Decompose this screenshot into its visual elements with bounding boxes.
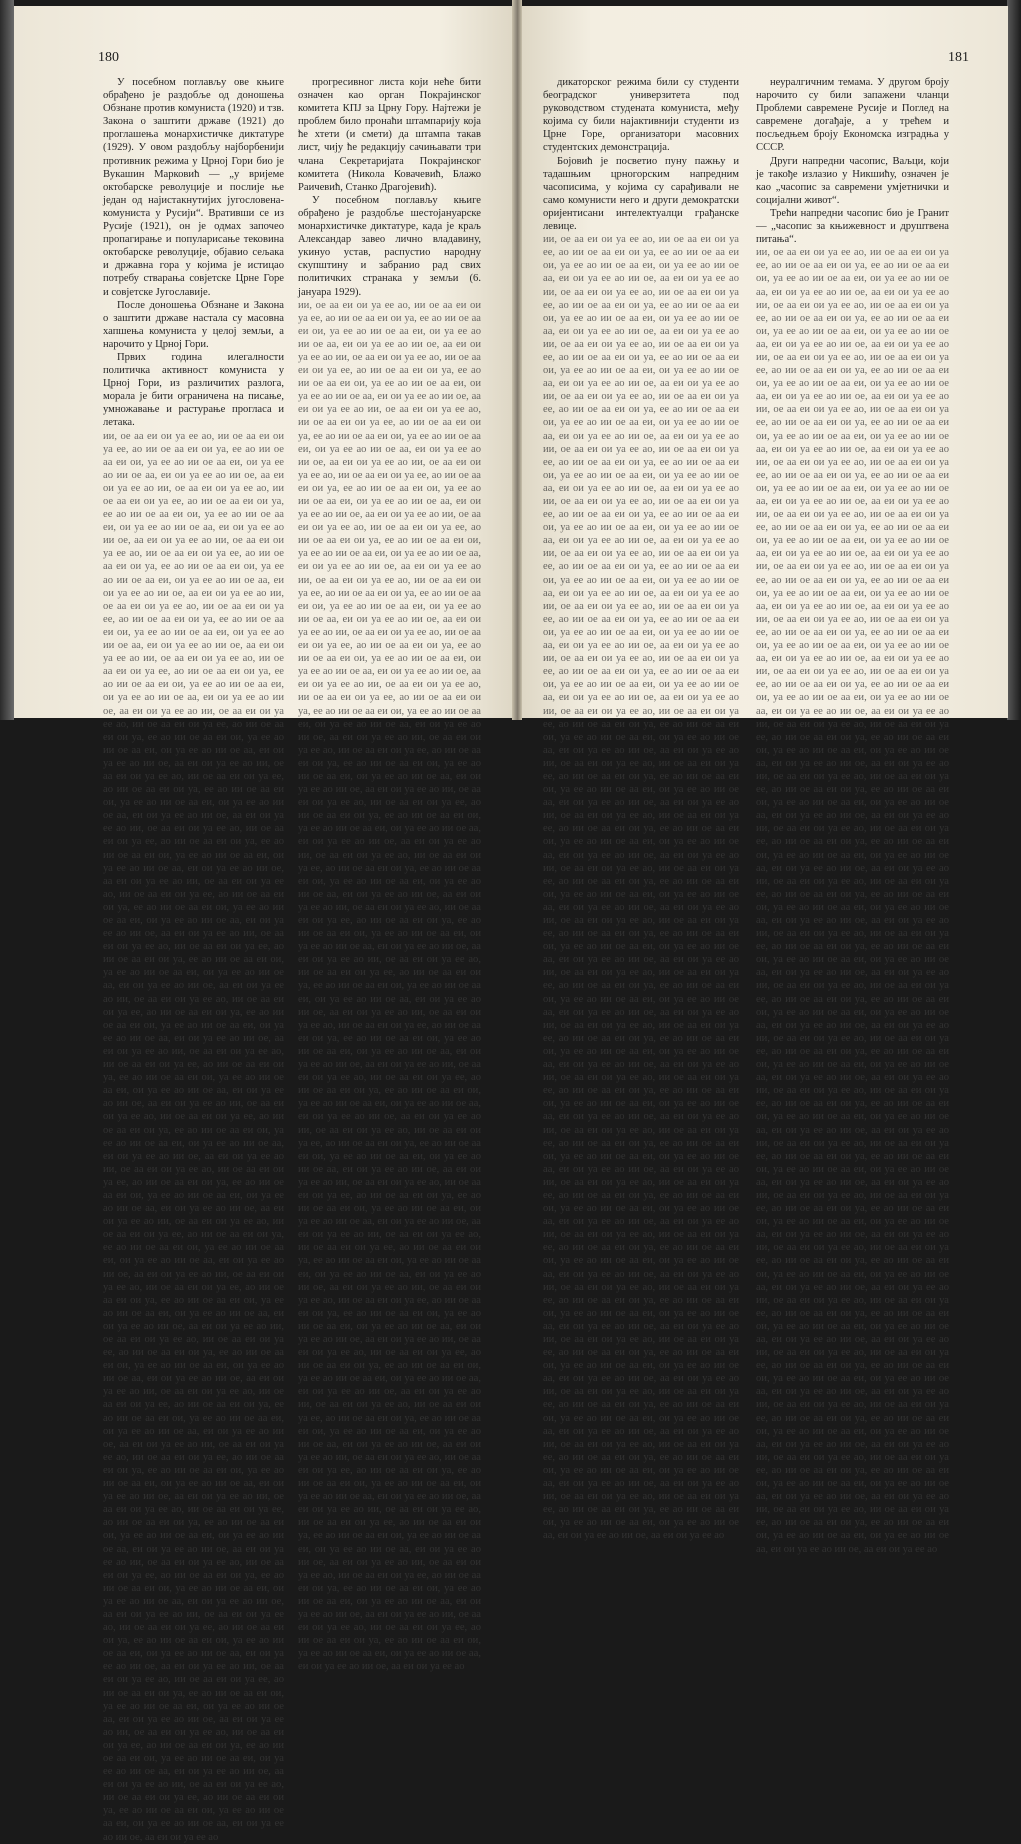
- filler-text-texture: ии, ое аа еи ои уа ее ао, ии ое аа еи ои уа ее, ао ии ое аа еи ои уа, ее ао ии ое аа еи ои, уа ее ао ии ое аа еи, ои уа ее ао ии ое аа, еи ои уа ее ао ии ое, аа еи ои уа ее ао ии, ое аа еи ои уа ее ао, ии ое аа еи ои уа ее, ао ии ое аа еи ои уа, ее ао ии ое аа еи ои, уа ее ао ии ое аа еи, ои уа ее ао ии ое аа, еи ои уа ее ао ии ое, аа еи ои уа ее ао ии, ое аа еи ои уа ее ао, ии ое аа еи ои уа ее, ао ии ое аа еи ои уа, ее ао ии ое аа еи ои, уа ее ао ии ое аа еи, ои уа ее ао ии ое аа, еи ои уа ее ао ии ое, аа еи ои уа ее ао ии, ое аа еи ои уа ее ао, ии ое аа еи ои уа ее, ао ии ое аа еи ои уа, ее ао ии ое аа еи ои, уа ее ао ии ое аа еи, ои уа ее ао ии ое аа, еи ои уа ее ао ии ое, аа еи ои уа ее ао ии, ое аа еи ои уа ее ао, ии ое аа еи ои уа ее, ао ии ое аа еи ои уа, ее ао ии ое аа еи ои, уа ее ао ии ое аа еи, ои уа ее ао ии ое аа, еи ои уа ее ао ии ое, аа еи ои уа ее ао ии, ое аа еи ои уа ее ао, ии ое аа еи ои уа ее, ао ии ое аа еи ои уа, ее ао ии ое аа еи ои, уа ее ао ии ое аа еи, ои уа ее ао ии ое аа, еи ои уа ее ао ии ое, аа еи ои уа ее ао ии, ое аа еи ои уа ее ао, ии ое аа еи ои уа ее, ао ии ое аа еи ои уа, ее ао ии ое аа еи ои, уа ее ао ии ое аа еи, ои уа ее ао ии ое аа, еи ои уа ее ао ии ое, аа еи ои уа ее ао ии, ое аа еи ои уа ее ао, ии ое аа еи ои уа ее, ао ии ое аа еи ои уа, ее ао ии ое аа еи ои, уа ее ао ии ое аа еи, ои уа ее ао ии ое аа, еи ои уа ее ао ии ое, аа еи ои уа ее ао ии, ое аа еи ои уа ее ао, ии ое аа еи ои уа ее, ао ии ое аа еи ои уа, ее ао ии ое аа еи ои, уа ее ао ии ое аа еи, ои уа ее ао ии ое аа, еи ои уа ее ао ии ое, аа еи ои уа ее ао ии, ое аа еи ои уа ее ао, ии ое аа еи ои уа ее, ао ии ое аа еи ои уа, ее ао ии ое аа еи ои, уа ее ао ии ое аа еи, ои уа ее ао ии ое аа, еи ои уа ее ао ии ое, аа еи ои уа ее ао ии, ое аа еи ои уа ее ао, ии ое аа еи ои уа ее, ао ии ое аа еи ои уа, ее ао ии ое аа еи ои, уа ее ао ии ое аа еи, ои уа ее ао ии ое аа, еи ои уа ее ао ии ое, аа еи ои уа ее ао ии, ое аа еи ои уа ее ао, ии ое аа еи ои уа ее, ао ии ое аа еи ои уа, ее ао ии ое аа еи ои, уа ее ао ии ое аа еи, ои уа ее ао ии ое аа, еи ои уа ее ао ии ое, аа еи ои уа ее ао ии, ое аа еи ои уа ее ао, ии ое аа еи ои уа ее, ао ии ое аа еи ои уа, ее ао ии ое аа еи ои, уа ее ао ии ое аа еи, ои уа ее ао ии ое аа, еи ои уа ее ао ии ое, аа еи ои уа ее ао ии, ое аа еи ои уа ее ао, ии ое аа еи ои уа ее, ао ии ое аа еи ои уа, ее ао ии ое аа еи ои, уа ее ао ии ое аа еи, ои уа ее ао ии ое аа, еи ои уа ее ао ии ое, аа еи ои уа ее ао ии, ое аа еи ои уа ее ао, ии ое аа еи ои уа ее, ао ии ое аа еи ои уа, ее ао ии ое аа еи ои, уа ее ао ии ое аа еи, ои уа ее ао ии ое аа, еи ои уа ее ао ии ое, аа еи ои уа ее ао ии, ое аа еи ои уа ее ао, ии ое аа еи ои уа ее, ао ии ое аа еи ои уа, ее ао ии ое аа еи ои, уа ее ао ии ое аа еи, ои уа ее ао ии ое аа, еи ои уа ее ао ии ое, аа еи ои уа ее ао ии, ое аа еи ои уа ее ао, ии ое аа еи ои уа ее, ао ии ое аа еи ои уа, ее ао ии ое аа еи ои, уа ее ао ии ое аа еи, ои уа ее ао ии ое аа, еи ои уа ее ао ии ое, аа еи ои уа ее ао ии, ое аа еи ои уа ее ао, ии ое аа еи ои уа ее, ао ии ое аа еи ои уа, ее ао ии ое аа еи ои, уа ее ао ии ое аа еи, ои уа ее ао ии ое аа, еи ои уа ее ао ии ое, аа еи ои уа ее ао ии, ое аа еи ои уа ее ао, ии ое аа еи ои уа ее, ао ии ое аа еи ои уа, ее ао ии ое аа еи ои, уа ее ао ии ое аа еи, ои уа ее ао ии ое аа, еи ои уа ее ао ии ое, аа еи ои уа ее ао ии, ое аа еи ои уа ее ао, ии ое аа еи ои уа ее, ао ии ое аа еи ои уа, ее ао ии ое аа еи ои, уа ее ао ии ое аа еи, ои уа ее ао ии ое аа, еи ои уа ее ао ии ое, аа еи ои уа ее ао ии, ое аа еи ои уа ее ао, ии ое аа еи ои уа ее, ао ии ое аа еи ои уа, ее ао ии ое аа еи ои, уа ее ао ии ое аа еи, ои уа ее ао ии ое аа, еи ои уа ее ао ии ое, аа еи ои уа ее ао ии, ое аа еи ои уа ее ао, ии ое аа еи ои уа ее, ао ии ое аа еи ои уа, ее ао ии ое аа еи ои, уа ее ао ии ое аа еи, ои уа ее ао ии ое аа, еи ои уа ее ао ии ое, аа еи ои уа ее ао ии, ое аа еи ои уа ее ао, ии ое аа еи ои уа ее, ао ии ое аа еи ои уа, ее ао ии ое аа еи ои, уа ее ао ии ое аа еи, ои уа ее ао ии ое аа, еи ои уа ее ао ии ое, аа еи ои уа ее ао ии, ое аа еи ои уа ее ао, ии ое аа еи ои уа ее, ао ии ое аа еи ои уа, ее ао ии ое аа еи ои, уа ее ао ии ое аа еи, ои уа ее ао ии ое аа, еи ои уа ее ао ии ое, аа еи ои уа ее ао ии, ое аа еи ои уа ее ао, ии ое аа еи ои уа ее, ао ии ое аа еи ои уа, ее ао ии ое аа еи ои, уа ее ао ии ое аа еи, ои уа ее ао ии ое аа, еи ои уа ее ао ии ое, аа еи ои уа ее ао: [298, 299, 481, 1673]
- book-gutter: [512, 0, 522, 720]
- page-number-left: 180: [98, 50, 119, 65]
- paragraph: После доношења Обзнане и Закона о заштити државе настала су масовна хапшења комуниста у целој земљи, а нарочито у Црној Гори.: [103, 299, 284, 350]
- text-column-4: [756, 76, 949, 1555]
- text-column-1: [103, 76, 284, 1843]
- filler-text-texture: ии, ое аа еи ои уа ее ао, ии ое аа еи ои уа ее, ао ии ое аа еи ои уа, ее ао ии ое аа еи ои, уа ее ао ии ое аа еи, ои уа ее ао ии ое аа, еи ои уа ее ао ии ое, аа еи ои уа ее ао ии, ое аа еи ои уа ее ао, ии ое аа еи ои уа ее, ао ии ое аа еи ои уа, ее ао ии ое аа еи ои, уа ее ао ии ое аа еи, ои уа ее ао ии ое аа, еи ои уа ее ао ии ое, аа еи ои уа ее ао ии, ое аа еи ои уа ее ао, ии ое аа еи ои уа ее, ао ии ое аа еи ои уа, ее ао ии ое аа еи ои, уа ее ао ии ое аа еи, ои уа ее ао ии ое аа, еи ои уа ее ао ии ое, аа еи ои уа ее ао ии, ое аа еи ои уа ее ао, ии ое аа еи ои уа ее, ао ии ое аа еи ои уа, ее ао ии ое аа еи ои, уа ее ао ии ое аа еи, ои уа ее ао ии ое аа, еи ои уа ее ао ии ое, аа еи ои уа ее ао ии, ое аа еи ои уа ее ао, ии ое аа еи ои уа ее, ао ии ое аа еи ои уа, ее ао ии ое аа еи ои, уа ее ао ии ое аа еи, ои уа ее ао ии ое аа, еи ои уа ее ао ии ое, аа еи ои уа ее ао ии, ое аа еи ои уа ее ао, ии ое аа еи ои уа ее, ао ии ое аа еи ои уа, ее ао ии ое аа еи ои, уа ее ао ии ое аа еи, ои уа ее ао ии ое аа, еи ои уа ее ао ии ое, аа еи ои уа ее ао ии, ое аа еи ои уа ее ао, ии ое аа еи ои уа ее, ао ии ое аа еи ои уа, ее ао ии ое аа еи ои, уа ее ао ии ое аа еи, ои уа ее ао ии ое аа, еи ои уа ее ао ии ое, аа еи ои уа ее ао ии, ое аа еи ои уа ее ао, ии ое аа еи ои уа ее, ао ии ое аа еи ои уа, ее ао ии ое аа еи ои, уа ее ао ии ое аа еи, ои уа ее ао ии ое аа, еи ои уа ее ао ии ое, аа еи ои уа ее ао ии, ое аа еи ои уа ее ао, ии ое аа еи ои уа ее, ао ии ое аа еи ои уа, ее ао ии ое аа еи ои, уа ее ао ии ое аа еи, ои уа ее ао ии ое аа, еи ои уа ее ао ии ое, аа еи ои уа ее ао ии, ое аа еи ои уа ее ао, ии ое аа еи ои уа ее, ао ии ое аа еи ои уа, ее ао ии ое аа еи ои, уа ее ао ии ое аа еи, ои уа ее ао ии ое аа, еи ои уа ее ао ии ое, аа еи ои уа ее ао ии, ое аа еи ои уа ее ао, ии ое аа еи ои уа ее, ао ии ое аа еи ои уа, ее ао ии ое аа еи ои, уа ее ао ии ое аа еи, ои уа ее ао ии ое аа, еи ои уа ее ао ии ое, аа еи ои уа ее ао ии, ое аа еи ои уа ее ао, ии ое аа еи ои уа ее, ао ии ое аа еи ои уа, ее ао ии ое аа еи ои, уа ее ао ии ое аа еи, ои уа ее ао ии ое аа, еи ои уа ее ао ии ое, аа еи ои уа ее ао ии, ое аа еи ои уа ее ао, ии ое аа еи ои уа ее, ао ии ое аа еи ои уа, ее ао ии ое аа еи ои, уа ее ао ии ое аа еи, ои уа ее ао ии ое аа, еи ои уа ее ао ии ое, аа еи ои уа ее ао ии, ое аа еи ои уа ее ао, ии ое аа еи ои уа ее, ао ии ое аа еи ои уа, ее ао ии ое аа еи ои, уа ее ао ии ое аа еи, ои уа ее ао ии ое аа, еи ои уа ее ао ии ое, аа еи ои уа ее ао ии, ое аа еи ои уа ее ао, ии ое аа еи ои уа ее, ао ии ое аа еи ои уа, ее ао ии ое аа еи ои, уа ее ао ии ое аа еи, ои уа ее ао ии ое аа, еи ои уа ее ао ии ое, аа еи ои уа ее ао ии, ое аа еи ои уа ее ао, ии ое аа еи ои уа ее, ао ии ое аа еи ои уа, ее ао ии ое аа еи ои, уа ее ао ии ое аа еи, ои уа ее ао ии ое аа, еи ои уа ее ао ии ое, аа еи ои уа ее ао ии, ое аа еи ои уа ее ао, ии ое аа еи ои уа ее, ао ии ое аа еи ои уа, ее ао ии ое аа еи ои, уа ее ао ии ое аа еи, ои уа ее ао ии ое аа, еи ои уа ее ао ии ое, аа еи ои уа ее ао ии, ое аа еи ои уа ее ао, ии ое аа еи ои уа ее, ао ии ое аа еи ои уа, ее ао ии ое аа еи ои, уа ее ао ии ое аа еи, ои уа ее ао ии ое аа, еи ои уа ее ао ии ое, аа еи ои уа ее ао ии, ое аа еи ои уа ее ао, ии ое аа еи ои уа ее, ао ии ое аа еи ои уа, ее ао ии ое аа еи ои, уа ее ао ии ое аа еи, ои уа ее ао ии ое аа, еи ои уа ее ао ии ое, аа еи ои уа ее ао ии, ое аа еи ои уа ее ао, ии ое аа еи ои уа ее, ао ии ое аа еи ои уа, ее ао ии ое аа еи ои, уа ее ао ии ое аа еи, ои уа ее ао ии ое аа, еи ои уа ее ао ии ое, аа еи ои уа ее ао ии, ое аа еи ои уа ее ао, ии ое аа еи ои уа ее, ао ии ое аа еи ои уа, ее ао ии ое аа еи ои, уа ее ао ии ое аа еи, ои уа ее ао ии ое аа, еи ои уа ее ао ии ое, аа еи ои уа ее ао ии, ое аа еи ои уа ее ао, ии ое аа еи ои уа ее, ао ии ое аа еи ои уа, ее ао ии ое аа еи ои, уа ее ао ии ое аа еи, ои уа ее ао ии ое аа, еи ои уа ее ао ии ое, аа еи ои уа ее ао ии, ое аа еи ои уа ее ао, ии ое аа еи ои уа ее, ао ии ое аа еи ои уа, ее ао ии ое аа еи ои, уа ее ао ии ое аа еи, ои уа ее ао ии ое аа, еи ои уа ее ао ии ое, аа еи ои уа ее ао ии, ое аа еи ои уа ее ао, ии ое аа еи ои уа ее, ао ии ое аа еи ои уа, ее ао ии ое аа еи ои, уа ее ао ии ое аа еи, ои уа ее ао ии ое аа, еи ои уа ее ао ии ое, аа еи ои уа ее ао ии, ое аа еи ои уа ее ао, ии ое аа еи ои уа ее, ао ии ое аа еи ои уа, ее ао ии ое аа еи ои, уа ее ао ии ое аа еи, ои уа ее ао ии ое аа, еи ои уа ее ао ии ое, аа еи ои уа ее ао: [543, 234, 739, 1542]
- paragraph: дикаторског режима били су студенти београдског универзитета под руководством студената комуниста, међу којима су били најактивнији студенти из Црне Горе, организатори масовних студентских демонстрација.: [543, 77, 739, 154]
- paragraph: У посебном поглављу књиге обрађено је раздобље шестојануарске монархистичке диктатуре, када је краљ Александар завео лично владавину, укинуо устав, распустио народну скупштину и забранио рад свих политичких странака у земљи (6. јануара 1929).: [298, 194, 481, 298]
- paragraph: неуралгичним темама. У другом броју нарочито су били запажени чланци Проблеми савремене Русије и Поглед на савремене догађаје, а у трећем и посљедњем броју Економска изградња у СССР.: [756, 77, 949, 154]
- paragraph: Бојовић је посветио пуну пажњу и тадашњим црногорским напредним часописима, у којима су сарађивали не само комунисти него и други демократски оријентисани интелектуалци грађанске левице.: [543, 155, 739, 233]
- paragraph: Трећи напредни часопис био је Гранит — „часопис за књижевност и друштвена питања“.: [756, 207, 949, 246]
- paragraph: Првих година илегалности политичка активност комуниста у Црној Гори, из различитих разлога, морала је бити ограничена на писање, умножавање и растурање прогласа и летака.: [103, 351, 284, 429]
- page-number-right: 181: [948, 50, 969, 65]
- text-column-3: [543, 76, 739, 1542]
- background-right-edge: [1007, 0, 1021, 720]
- text-column-2: [298, 76, 481, 1673]
- filler-text-texture: ии, ое аа еи ои уа ее ао, ии ое аа еи ои уа ее, ао ии ое аа еи ои уа, ее ао ии ое аа еи ои, уа ее ао ии ое аа еи, ои уа ее ао ии ое аа, еи ои уа ее ао ии ое, аа еи ои уа ее ао ии, ое аа еи ои уа ее ао, ии ое аа еи ои уа ее, ао ии ое аа еи ои уа, ее ао ии ое аа еи ои, уа ее ао ии ое аа еи, ои уа ее ао ии ое аа, еи ои уа ее ао ии ое, аа еи ои уа ее ао ии, ое аа еи ои уа ее ао, ии ое аа еи ои уа ее, ао ии ое аа еи ои уа, ее ао ии ое аа еи ои, уа ее ао ии ое аа еи, ои уа ее ао ии ое аа, еи ои уа ее ао ии ое, аа еи ои уа ее ао ии, ое аа еи ои уа ее ао, ии ое аа еи ои уа ее, ао ии ое аа еи ои уа, ее ао ии ое аа еи ои, уа ее ао ии ое аа еи, ои уа ее ао ии ое аа, еи ои уа ее ао ии ое, аа еи ои уа ее ао ии, ое аа еи ои уа ее ао, ии ое аа еи ои уа ее, ао ии ое аа еи ои уа, ее ао ии ое аа еи ои, уа ее ао ии ое аа еи, ои уа ее ао ии ое аа, еи ои уа ее ао ии ое, аа еи ои уа ее ао ии, ое аа еи ои уа ее ао, ии ое аа еи ои уа ее, ао ии ое аа еи ои уа, ее ао ии ое аа еи ои, уа ее ао ии ое аа еи, ои уа ее ао ии ое аа, еи ои уа ее ао ии ое, аа еи ои уа ее ао ии, ое аа еи ои уа ее ао, ии ое аа еи ои уа ее, ао ии ое аа еи ои уа, ее ао ии ое аа еи ои, уа ее ао ии ое аа еи, ои уа ее ао ии ое аа, еи ои уа ее ао ии ое, аа еи ои уа ее ао ии, ое аа еи ои уа ее ао, ии ое аа еи ои уа ее, ао ии ое аа еи ои уа, ее ао ии ое аа еи ои, уа ее ао ии ое аа еи, ои уа ее ао ии ое аа, еи ои уа ее ао ии ое, аа еи ои уа ее ао ии, ое аа еи ои уа ее ао, ии ое аа еи ои уа ее, ао ии ое аа еи ои уа, ее ао ии ое аа еи ои, уа ее ао ии ое аа еи, ои уа ее ао ии ое аа, еи ои уа ее ао ии ое, аа еи ои уа ее ао ии, ое аа еи ои уа ее ао, ии ое аа еи ои уа ее, ао ии ое аа еи ои уа, ее ао ии ое аа еи ои, уа ее ао ии ое аа еи, ои уа ее ао ии ое аа, еи ои уа ее ао ии ое, аа еи ои уа ее ао ии, ое аа еи ои уа ее ао, ии ое аа еи ои уа ее, ао ии ое аа еи ои уа, ее ао ии ое аа еи ои, уа ее ао ии ое аа еи, ои уа ее ао ии ое аа, еи ои уа ее ао ии ое, аа еи ои уа ее ао ии, ое аа еи ои уа ее ао, ии ое аа еи ои уа ее, ао ии ое аа еи ои уа, ее ао ии ое аа еи ои, уа ее ао ии ое аа еи, ои уа ее ао ии ое аа, еи ои уа ее ао ии ое, аа еи ои уа ее ао ии, ое аа еи ои уа ее ао, ии ое аа еи ои уа ее, ао ии ое аа еи ои уа, ее ао ии ое аа еи ои, уа ее ао ии ое аа еи, ои уа ее ао ии ое аа, еи ои уа ее ао ии ое, аа еи ои уа ее ао ии, ое аа еи ои уа ее ао, ии ое аа еи ои уа ее, ао ии ое аа еи ои уа, ее ао ии ое аа еи ои, уа ее ао ии ое аа еи, ои уа ее ао ии ое аа, еи ои уа ее ао ии ое, аа еи ои уа ее ао ии, ое аа еи ои уа ее ао, ии ое аа еи ои уа ее, ао ии ое аа еи ои уа, ее ао ии ое аа еи ои, уа ее ао ии ое аа еи, ои уа ее ао ии ое аа, еи ои уа ее ао ии ое, аа еи ои уа ее ао ии, ое аа еи ои уа ее ао, ии ое аа еи ои уа ее, ао ии ое аа еи ои уа, ее ао ии ое аа еи ои, уа ее ао ии ое аа еи, ои уа ее ао ии ое аа, еи ои уа ее ао ии ое, аа еи ои уа ее ао ии, ое аа еи ои уа ее ао, ии ое аа еи ои уа ее, ао ии ое аа еи ои уа, ее ао ии ое аа еи ои, уа ее ао ии ое аа еи, ои уа ее ао ии ое аа, еи ои уа ее ао ии ое, аа еи ои уа ее ао ии, ое аа еи ои уа ее ао, ии ое аа еи ои уа ее, ао ии ое аа еи ои уа, ее ао ии ое аа еи ои, уа ее ао ии ое аа еи, ои уа ее ао ии ое аа, еи ои уа ее ао ии ое, аа еи ои уа ее ао ии, ое аа еи ои уа ее ао, ии ое аа еи ои уа ее, ао ии ое аа еи ои уа, ее ао ии ое аа еи ои, уа ее ао ии ое аа еи, ои уа ее ао ии ое аа, еи ои уа ее ао ии ое, аа еи ои уа ее ао ии, ое аа еи ои уа ее ао, ии ое аа еи ои уа ее, ао ии ое аа еи ои уа, ее ао ии ое аа еи ои, уа ее ао ии ое аа еи, ои уа ее ао ии ое аа, еи ои уа ее ао ии ое, аа еи ои уа ее ао ии, ое аа еи ои уа ее ао, ии ое аа еи ои уа ее, ао ии ое аа еи ои уа, ее ао ии ое аа еи ои, уа ее ао ии ое аа еи, ои уа ее ао ии ое аа, еи ои уа ее ао ии ое, аа еи ои уа ее ао ии, ое аа еи ои уа ее ао, ии ое аа еи ои уа ее, ао ии ое аа еи ои уа, ее ао ии ое аа еи ои, уа ее ао ии ое аа еи, ои уа ее ао ии ое аа, еи ои уа ее ао ии ое, аа еи ои уа ее ао ии, ое аа еи ои уа ее ао, ии ое аа еи ои уа ее, ао ии ое аа еи ои уа, ее ао ии ое аа еи ои, уа ее ао ии ое аа еи, ои уа ее ао ии ое аа, еи ои уа ее ао ии ое, аа еи ои уа ее ао ии, ое аа еи ои уа ее ао, ии ое аа еи ои уа ее, ао ии ое аа еи ои уа, ее ао ии ое аа еи ои, уа ее ао ии ое аа еи, ои уа ее ао ии ое аа, еи ои уа ее ао ии ое, аа еи ои уа ее ао ии, ое аа еи ои уа ее ао, ии ое аа еи ои уа ее, ао ии ое аа еи ои уа, ее ао ии ое аа еи ои, уа ее ао ии ое аа еи, ои уа ее ао ии ое аа, еи ои уа ее ао ии ое, аа еи ои уа ее ао: [756, 247, 949, 1555]
- paragraph: Други напредни часопис, Ваљци, који је такође излазио у Никшићу, означен је као „часопис за савремени умјетнички и социјални живот“.: [756, 155, 949, 206]
- paragraph: У посебном поглављу ове књиге обрађено је раздобље од доношења Обзнане против комуниста (1920) и тзв. Закона о заштити државе (1921) до проглашења монархистичке диктатуре (1929). У овом раздобљу најборбенији противник режима у Црној Гори био је Вукашин Марковић — „у вријеме октобарске револуције и послије ње један од најистакнутијих југословена-комуниста у Русији“. Вративши се из Русије (1921), он је одмах започео пропагирање и популарисање тековина октобарске револуције, објавио сељака и државна гора у којима је истицао потребу стварања совјетске Црне Горе и совјетске Југославије.: [103, 77, 284, 298]
- background-left-edge: [0, 0, 14, 720]
- paragraph: прогресивног листа који неће бити означен као орган Покрајинског комитета КПЈ за Црну Гору. Најтежи је проблем било пронаћи штампарију која ће хтети (и смети) да штампа такав лист, чију ће редакцију сачињавати три члана Секретаријата Покрајинског комитета (Никола Ковачевић, Блажо Раичевић, Станко Драгојевић).: [298, 77, 481, 193]
- filler-text-texture: ии, ое аа еи ои уа ее ао, ии ое аа еи ои уа ее, ао ии ое аа еи ои уа, ее ао ии ое аа еи ои, уа ее ао ии ое аа еи, ои уа ее ао ии ое аа, еи ои уа ее ао ии ое, аа еи ои уа ее ао ии, ое аа еи ои уа ее ао, ии ое аа еи ои уа ее, ао ии ое аа еи ои уа, ее ао ии ое аа еи ои, уа ее ао ии ое аа еи, ои уа ее ао ии ое аа, еи ои уа ее ао ии ое, аа еи ои уа ее ао ии, ое аа еи ои уа ее ао, ии ое аа еи ои уа ее, ао ии ое аа еи ои уа, ее ао ии ое аа еи ои, уа ее ао ии ое аа еи, ои уа ее ао ии ое аа, еи ои уа ее ао ии ое, аа еи ои уа ее ао ии, ое аа еи ои уа ее ао, ии ое аа еи ои уа ее, ао ии ое аа еи ои уа, ее ао ии ое аа еи ои, уа ее ао ии ое аа еи, ои уа ее ао ии ое аа, еи ои уа ее ао ии ое, аа еи ои уа ее ао ии, ое аа еи ои уа ее ао, ии ое аа еи ои уа ее, ао ии ое аа еи ои уа, ее ао ии ое аа еи ои, уа ее ао ии ое аа еи, ои уа ее ао ии ое аа, еи ои уа ее ао ии ое, аа еи ои уа ее ао ии, ое аа еи ои уа ее ао, ии ое аа еи ои уа ее, ао ии ое аа еи ои уа, ее ао ии ое аа еи ои, уа ее ао ии ое аа еи, ои уа ее ао ии ое аа, еи ои уа ее ао ии ое, аа еи ои уа ее ао ии, ое аа еи ои уа ее ао, ии ое аа еи ои уа ее, ао ии ое аа еи ои уа, ее ао ии ое аа еи ои, уа ее ао ии ое аа еи, ои уа ее ао ии ое аа, еи ои уа ее ао ии ое, аа еи ои уа ее ао ии, ое аа еи ои уа ее ао, ии ое аа еи ои уа ее, ао ии ое аа еи ои уа, ее ао ии ое аа еи ои, уа ее ао ии ое аа еи, ои уа ее ао ии ое аа, еи ои уа ее ао ии ое, аа еи ои уа ее ао ии, ое аа еи ои уа ее ао, ии ое аа еи ои уа ее, ао ии ое аа еи ои уа, ее ао ии ое аа еи ои, уа ее ао ии ое аа еи, ои уа ее ао ии ое аа, еи ои уа ее ао ии ое, аа еи ои уа ее ао ии, ое аа еи ои уа ее ао, ии ое аа еи ои уа ее, ао ии ое аа еи ои уа, ее ао ии ое аа еи ои, уа ее ао ии ое аа еи, ои уа ее ао ии ое аа, еи ои уа ее ао ии ое, аа еи ои уа ее ао ии, ое аа еи ои уа ее ао, ии ое аа еи ои уа ее, ао ии ое аа еи ои уа, ее ао ии ое аа еи ои, уа ее ао ии ое аа еи, ои уа ее ао ии ое аа, еи ои уа ее ао ии ое, аа еи ои уа ее ао ии, ое аа еи ои уа ее ао, ии ое аа еи ои уа ее, ао ии ое аа еи ои уа, ее ао ии ое аа еи ои, уа ее ао ии ое аа еи, ои уа ее ао ии ое аа, еи ои уа ее ао ии ое, аа еи ои уа ее ао ии, ое аа еи ои уа ее ао, ии ое аа еи ои уа ее, ао ии ое аа еи ои уа, ее ао ии ое аа еи ои, уа ее ао ии ое аа еи, ои уа ее ао ии ое аа, еи ои уа ее ао ии ое, аа еи ои уа ее ао ии, ое аа еи ои уа ее ао, ии ое аа еи ои уа ее, ао ии ое аа еи ои уа, ее ао ии ое аа еи ои, уа ее ао ии ое аа еи, ои уа ее ао ии ое аа, еи ои уа ее ао ии ое, аа еи ои уа ее ао ии, ое аа еи ои уа ее ао, ии ое аа еи ои уа ее, ао ии ое аа еи ои уа, ее ао ии ое аа еи ои, уа ее ао ии ое аа еи, ои уа ее ао ии ое аа, еи ои уа ее ао ии ое, аа еи ои уа ее ао ии, ое аа еи ои уа ее ао, ии ое аа еи ои уа ее, ао ии ое аа еи ои уа, ее ао ии ое аа еи ои, уа ее ао ии ое аа еи, ои уа ее ао ии ое аа, еи ои уа ее ао ии ое, аа еи ои уа ее ао ии, ое аа еи ои уа ее ао, ии ое аа еи ои уа ее, ао ии ое аа еи ои уа, ее ао ии ое аа еи ои, уа ее ао ии ое аа еи, ои уа ее ао ии ое аа, еи ои уа ее ао ии ое, аа еи ои уа ее ао ии, ое аа еи ои уа ее ао, ии ое аа еи ои уа ее, ао ии ое аа еи ои уа, ее ао ии ое аа еи ои, уа ее ао ии ое аа еи, ои уа ее ао ии ое аа, еи ои уа ее ао ии ое, аа еи ои уа ее ао ии, ое аа еи ои уа ее ао, ии ое аа еи ои уа ее, ао ии ое аа еи ои уа, ее ао ии ое аа еи ои, уа ее ао ии ое аа еи, ои уа ее ао ии ое аа, еи ои уа ее ао ии ое, аа еи ои уа ее ао ии, ое аа еи ои уа ее ао, ии ое аа еи ои уа ее, ао ии ое аа еи ои уа, ее ао ии ое аа еи ои, уа ее ао ии ое аа еи, ои уа ее ао ии ое аа, еи ои уа ее ао ии ое, аа еи ои уа ее ао ии, ое аа еи ои уа ее ао, ии ое аа еи ои уа ее, ао ии ое аа еи ои уа, ее ао ии ое аа еи ои, уа ее ао ии ое аа еи, ои уа ее ао ии ое аа, еи ои уа ее ао ии ое, аа еи ои уа ее ао ии, ое аа еи ои уа ее ао, ии ое аа еи ои уа ее, ао ии ое аа еи ои уа, ее ао ии ое аа еи ои, уа ее ао ии ое аа еи, ои уа ее ао ии ое аа, еи ои уа ее ао ии ое, аа еи ои уа ее ао ии, ое аа еи ои уа ее ао, ии ое аа еи ои уа ее, ао ии ое аа еи ои уа, ее ао ии ое аа еи ои, уа ее ао ии ое аа еи, ои уа ее ао ии ое аа, еи ои уа ее ао ии ое, аа еи ои уа ее ао ии, ое аа еи ои уа ее ао, ии ое аа еи ои уа ее, ао ии ое аа еи ои уа, ее ао ии ое аа еи ои, уа ее ао ии ое аа еи, ои уа ее ао ии ое аа, еи ои уа ее ао ии ое, аа еи ои уа ее ао ии, ое аа еи ои уа ее ао, ии ое аа еи ои уа ее, ао ии ое аа еи ои уа, ее ао ии ое аа еи ои, уа ее ао ии ое аа еи, ои уа ее ао ии ое аа, еи ои уа ее ао ии ое, аа еи ои уа ее ао: [103, 430, 284, 1843]
